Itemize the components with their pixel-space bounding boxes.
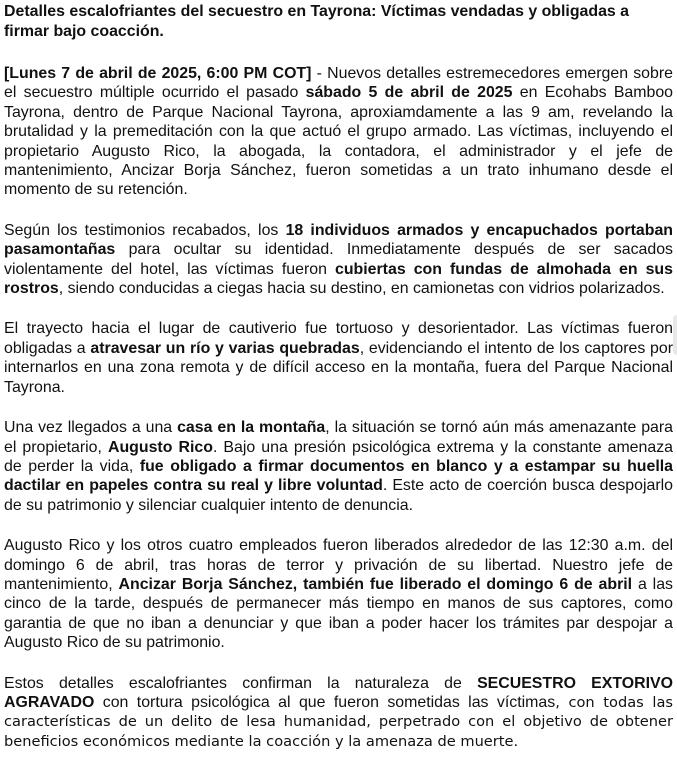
highlight-crime: SECUESTRO EXTORIVO AGRAVADO [4, 674, 673, 711]
highlight-coercion: fue obligado a firmar documentos en blanco y a estampar su huella dactilar en papeles contra su real y libre voluntad [4, 457, 673, 495]
paragraph-mountain-house [4, 418, 673, 515]
paragraph-testimonies [4, 221, 673, 299]
paragraph-intro [4, 64, 673, 200]
text: Augusto Rico y los otros cuatro empleados fueron liberados alrededor de las 12:30 a.m. del domingo 6 de abril, tras horas de terror y privación de su libertad. Nuestro jefe de mantenimiento, [4, 537, 673, 593]
page-edge-mark [673, 315, 677, 355]
highlight-river: atravesar un río y varias quebradas [90, 339, 360, 357]
text: a las cinco de la tarde, después de permanecer más tiempo en manos de sus captores, como garantia de que no iban a denunciar y que iban a poder hacer los trámites par despojar a Augusto Rico de su patrimonio. [4, 575, 673, 652]
article [4, 0, 673, 770]
text: , con todas las características de un delito de lesa humanidad, perpetrado con el objetivo de obtener beneficios económicos mediante la coacción y la amenaza de muerte. [4, 693, 673, 750]
highlight-date: sábado 5 de abril de 2025 [305, 84, 513, 102]
paragraph-journey [4, 319, 673, 397]
text: - Nuevos detalles estremecedores emergen sobre el secuestro múltiple ocurrido el pasado [4, 65, 673, 102]
article-title: Detalles escalofriantes del secuestro en Tayrona: Víctimas vendadas y obligadas a firmar bajo coacción. [4, 3, 629, 40]
text: , evidenciando el intento de los captores por internarlos en una zona remota y de difícil acceso en la montaña, fuera del Parque Nacional Tayrona. [4, 339, 673, 396]
text: en Ecohabs Bamboo Tayrona, dentro de Parque Nacional Tayrona, aproxiamdamente a las 9 am, revelando la brutalidad y la premeditación con la que actuó el grupo armado. Las víctimas, incluyendo el propietario Augusto Rico, la abogada, la contadora, el administrador y el jefe de mantenimiento, Ancizar Borja Sánchez, fueron sometidas a un trato inhumano desde el momento de su retención. [4, 84, 673, 199]
text: Estos detalles escalofriantes confirman la naturaleza de [4, 674, 478, 692]
text: , la situación se tornó aún más amenazante para el propietario, [4, 419, 673, 456]
text: con tortura psicológica al que fueron sometidas las víctimas [94, 693, 556, 711]
paragraph-conclusion [4, 674, 673, 752]
text: , siendo conducidas a ciegas hacia su destino, en camionetas con vidrios polarizados. [58, 280, 665, 298]
highlight-house: casa en la montaña [177, 419, 326, 437]
text: El trayecto hacia el lugar de cautiverio fue tortuoso y desorientador. Las víctimas fueron obligadas a [4, 320, 673, 357]
text: para ocultar su identidad. Inmediatamente después de ser sacados violentamente del hotel, las víctimas fueron [4, 241, 673, 278]
text: . Este acto de coerción busca despojarlo de su patrimonio y silenciar cualquier intento de denuncia. [4, 477, 673, 514]
highlight-pillowcases: cubiertas con fundas de almohada en sus rostros [4, 260, 673, 298]
dateline: [Lunes 7 de abril de 2025, 6:00 PM COT] [4, 65, 312, 82]
text: . Bajo una presión psicológica extrema y la constante amenaza de perder la vida, [4, 438, 673, 475]
text: Según los testimonios recabados, los [4, 221, 286, 239]
highlight-armed-men: 18 individuos armados y encapuchados portaban pasamontañas [4, 221, 673, 259]
highlight-owner: Augusto Rico [108, 438, 213, 456]
highlight-release: Ancizar Borja Sánchez, también fue liberado el domingo 6 de abril [118, 575, 633, 593]
text: Una vez llegados a una [4, 419, 178, 437]
paragraph-release [4, 536, 673, 652]
